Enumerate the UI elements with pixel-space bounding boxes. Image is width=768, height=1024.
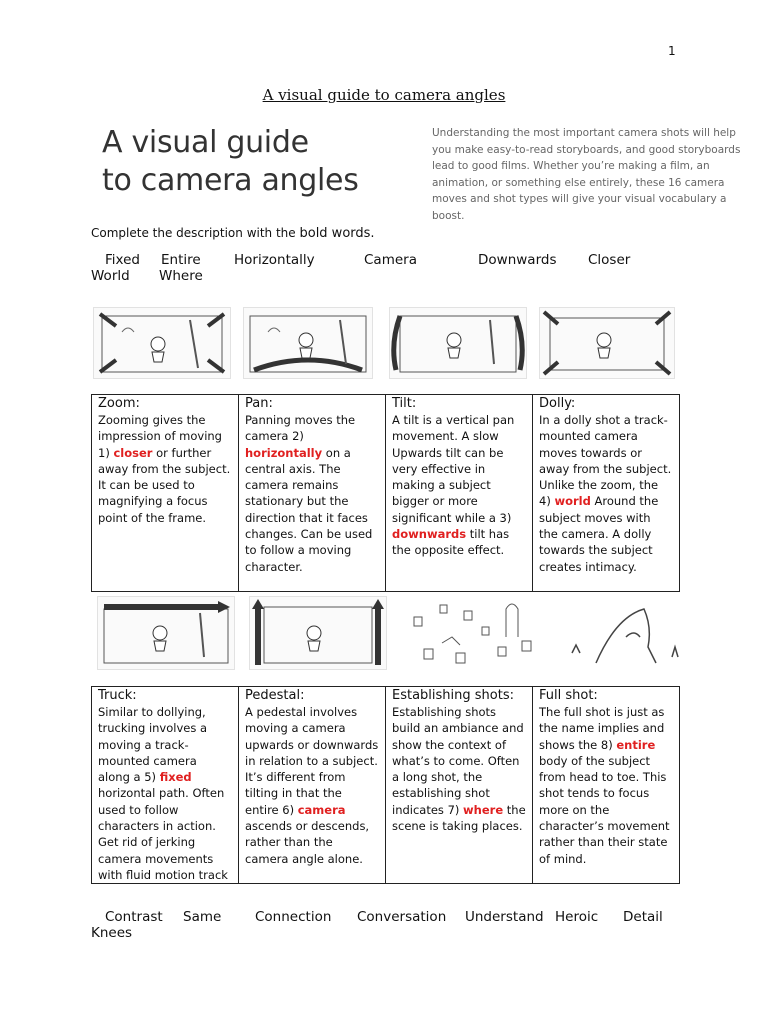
- banner-title: [102, 124, 359, 200]
- cell-title: Establishing shots:: [392, 688, 514, 703]
- cell-title: Full shot:: [539, 688, 598, 703]
- banner-description: Understanding the most important camera shots will help you make easy-to-read storyboards, and good storyboards lead to good films. Whether you’re making a film, an animation, or something else entirely, these 16 camera moves and shot types will give your visual vocabulary a boost.: [432, 127, 741, 222]
- dolly-cell: [533, 395, 680, 592]
- word-bank-item: Understand: [465, 909, 544, 925]
- truck-illustration: [97, 596, 235, 670]
- establishing-cell: [386, 687, 533, 884]
- word-bank-2: [91, 909, 691, 943]
- word-bank-item: Fixed: [105, 252, 140, 268]
- cell-text: the scene is taking places.: [392, 802, 526, 834]
- cell-text: Establishing shots build an ambiance and show the context of what’s to come. Often a long shot, the establishing shot indicates 7): [392, 705, 524, 817]
- word-bank-item: Detail: [623, 909, 663, 925]
- word-bank-item: Downwards: [478, 252, 557, 268]
- cell-text: Zooming gives the impression of moving 1): [98, 413, 222, 460]
- word-bank-item: Heroic: [555, 909, 599, 925]
- cell-text: A pedestal involves moving a camera upwards or downwards in relation to a subject. It’s different from tilting in that the entire 6): [245, 705, 379, 817]
- word-bank-item: World: [91, 268, 130, 284]
- cell-title: Zoom:: [98, 396, 140, 411]
- banner-title-line2: to camera angles: [102, 163, 359, 198]
- pedestal-cell: [239, 687, 386, 884]
- cell-title: Tilt:: [392, 396, 417, 411]
- cell-text: A tilt is a vertical pan movement. A slow Upwards tilt can be very effective in making a subject bigger or more significant while a 3): [392, 413, 515, 525]
- cell-text: The full shot is just as the name implies and shows the 8): [539, 705, 665, 752]
- answer-word: entire: [616, 737, 656, 752]
- word-bank-item: Knees: [91, 925, 133, 941]
- cell-text: on a central axis. The camera remains stationary but the direction that it faces changes. Can be used to follow a moving character.: [245, 445, 373, 574]
- cell-text: Panning moves the camera 2): [245, 413, 356, 444]
- word-bank-item: Conversation: [357, 909, 447, 925]
- cell-title: Pan:: [245, 396, 273, 411]
- answer-word: where: [463, 802, 504, 817]
- instruction-text: Complete the description with the: [91, 226, 296, 240]
- word-bank-item: Where: [159, 268, 203, 284]
- cell-text: tilt has the opposite effect.: [392, 527, 510, 558]
- full-shot-cell: [533, 687, 680, 884]
- banner-title-line1: A visual guide: [102, 125, 309, 160]
- word-bank-item: Camera: [364, 252, 417, 268]
- word-bank-item: Contrast: [105, 909, 163, 925]
- cell-title: Dolly:: [539, 396, 576, 411]
- word-bank-item: Closer: [588, 252, 631, 268]
- cell-text: or further away from the subject. It can be used to magnifying a focus point of the frame.: [98, 445, 231, 525]
- zoom-illustration: [93, 307, 231, 379]
- answer-word: world: [554, 494, 591, 509]
- word-bank-1: [91, 252, 691, 286]
- zoom-cell: [92, 395, 239, 592]
- camera-moves-table-1: [91, 394, 680, 592]
- dolly-illustration: [539, 307, 675, 379]
- tilt-cell: [386, 395, 533, 592]
- cell-text: horizontal path. Often used to follow characters in action. Get rid of jerking camera movements with fluid motion track: [98, 786, 228, 882]
- answer-word: horizontally: [245, 445, 323, 460]
- answer-word: closer: [113, 445, 153, 460]
- pedestal-illustration: [249, 596, 387, 670]
- answer-word: camera: [297, 802, 346, 817]
- truck-cell: [92, 687, 239, 884]
- tilt-illustration: [389, 307, 527, 379]
- cell-title: Truck:: [98, 688, 137, 703]
- pan-illustration: [243, 307, 373, 379]
- word-bank-item: Connection: [255, 909, 332, 925]
- cell-text: body of the subject from head to toe. This shot tends to focus more on the character’s movement rather than their state of mind.: [539, 753, 670, 866]
- page-number: 1: [668, 44, 676, 58]
- instruction: [91, 226, 375, 241]
- answer-word: fixed: [159, 770, 192, 785]
- cell-text: In a dolly shot a track-mounted camera moves towards or away from the subject. Unlike the zoom, the 4): [539, 413, 672, 509]
- camera-moves-table-2: [91, 686, 680, 884]
- word-bank-item: Entire: [161, 252, 201, 268]
- word-bank-item: Horizontally: [234, 252, 315, 268]
- pan-cell: [239, 395, 386, 592]
- instruction-bold: bold words.: [299, 226, 375, 241]
- cell-text: ascends or descends, rather than the camera angle alone.: [245, 819, 370, 866]
- answer-word: downwards: [392, 527, 467, 542]
- full-shot-illustration: [555, 596, 693, 670]
- document-title: A visual guide to camera angles: [262, 86, 506, 104]
- cell-text: Similar to dollying, trucking involves a moving a track-mounted camera along a 5): [98, 705, 208, 785]
- establishing-illustration: [401, 596, 541, 670]
- cell-text: Around the subject moves with the camera. A dolly towards the subject creates intimacy.: [539, 494, 659, 574]
- cell-title: Pedestal:: [245, 688, 305, 703]
- word-bank-item: Same: [183, 909, 222, 925]
